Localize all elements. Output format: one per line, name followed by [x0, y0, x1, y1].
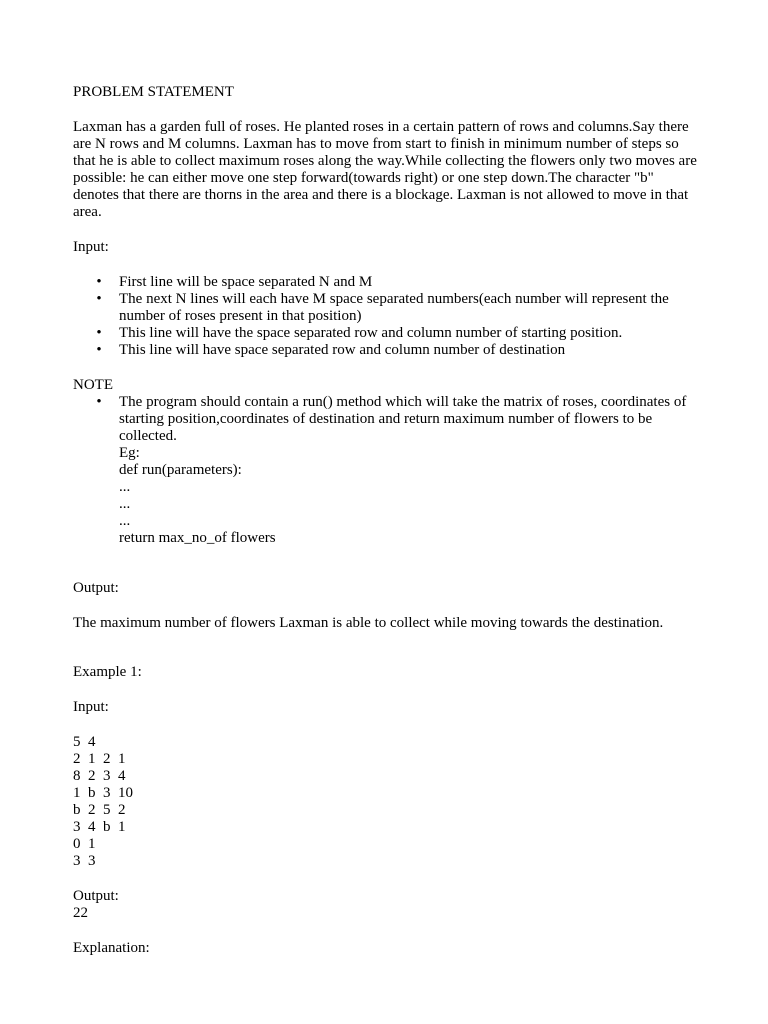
input-spec-list	[73, 274, 698, 359]
output-label: Output:	[73, 580, 119, 596]
output-text: The maximum number of flowers Laxman is able to collect while moving towards the destination.	[73, 615, 664, 631]
bullet-icon: •	[96, 342, 102, 358]
example-input-block	[73, 734, 698, 870]
code-line: ...	[119, 513, 131, 529]
example-input-line: 8 2 3 4	[73, 768, 126, 784]
example-input-line: 0 1	[73, 836, 96, 852]
example-label: Example 1:	[73, 664, 142, 680]
code-line: ...	[119, 479, 131, 495]
code-line: Eg:	[119, 445, 140, 461]
example-input-line: 5 4	[73, 734, 96, 750]
example-output-label: Output:	[73, 888, 119, 904]
example-input-label: Input:	[73, 699, 109, 715]
example-input-line: 1 b 3 10	[73, 785, 133, 801]
code-line: return max_no_of flowers	[119, 530, 276, 546]
explanation-label: Explanation:	[73, 940, 150, 956]
list-item: • This line will have the space separated row and column number of starting position.	[73, 325, 698, 342]
code-line: ...	[119, 496, 131, 512]
example-input-line: 3 4 b 1	[73, 819, 126, 835]
list-item	[73, 394, 698, 547]
list-item: • First line will be space separated N and M	[73, 274, 698, 291]
bullet-icon: •	[96, 325, 102, 341]
example-input-line: 3 3	[73, 853, 96, 869]
example-input-line: 2 1 2 1	[73, 751, 126, 767]
note-label: NOTE	[73, 377, 113, 393]
problem-heading: PROBLEM STATEMENT	[73, 84, 234, 100]
problem-description: Laxman has a garden full of roses. He planted roses in a certain pattern of rows and columns.Say there are N rows and M columns. Laxman has to move from start to finish in minimum number of steps so that he is able to collect maximum roses along the way.While collecting the flowers only two moves are possible: he can either move one step forward(towards right) or one step down.The character "b" denotes that there are thorns in the area and there is a blockage. Laxman is not allowed to move in that area.	[73, 119, 697, 220]
example-output-value: 22	[73, 905, 88, 921]
note-list	[73, 394, 698, 547]
input-label: Input:	[73, 239, 109, 255]
code-line: def run(parameters):	[119, 462, 242, 478]
list-item: • The next N lines will each have M space separated numbers(each number will represent the number of roses present in that position)	[73, 291, 698, 325]
bullet-icon: •	[96, 274, 102, 290]
list-item: • This line will have space separated row and column number of destination	[73, 342, 698, 359]
document-page	[73, 84, 698, 957]
bullet-icon: •	[96, 394, 102, 410]
example-input-line: b 2 5 2	[73, 802, 126, 818]
bullet-icon: •	[96, 291, 102, 307]
note-text: The program should contain a run() method which will take the matrix of roses, coordinates of starting position,coordinates of destination and return maximum number of flowers to be collected.	[119, 394, 687, 444]
